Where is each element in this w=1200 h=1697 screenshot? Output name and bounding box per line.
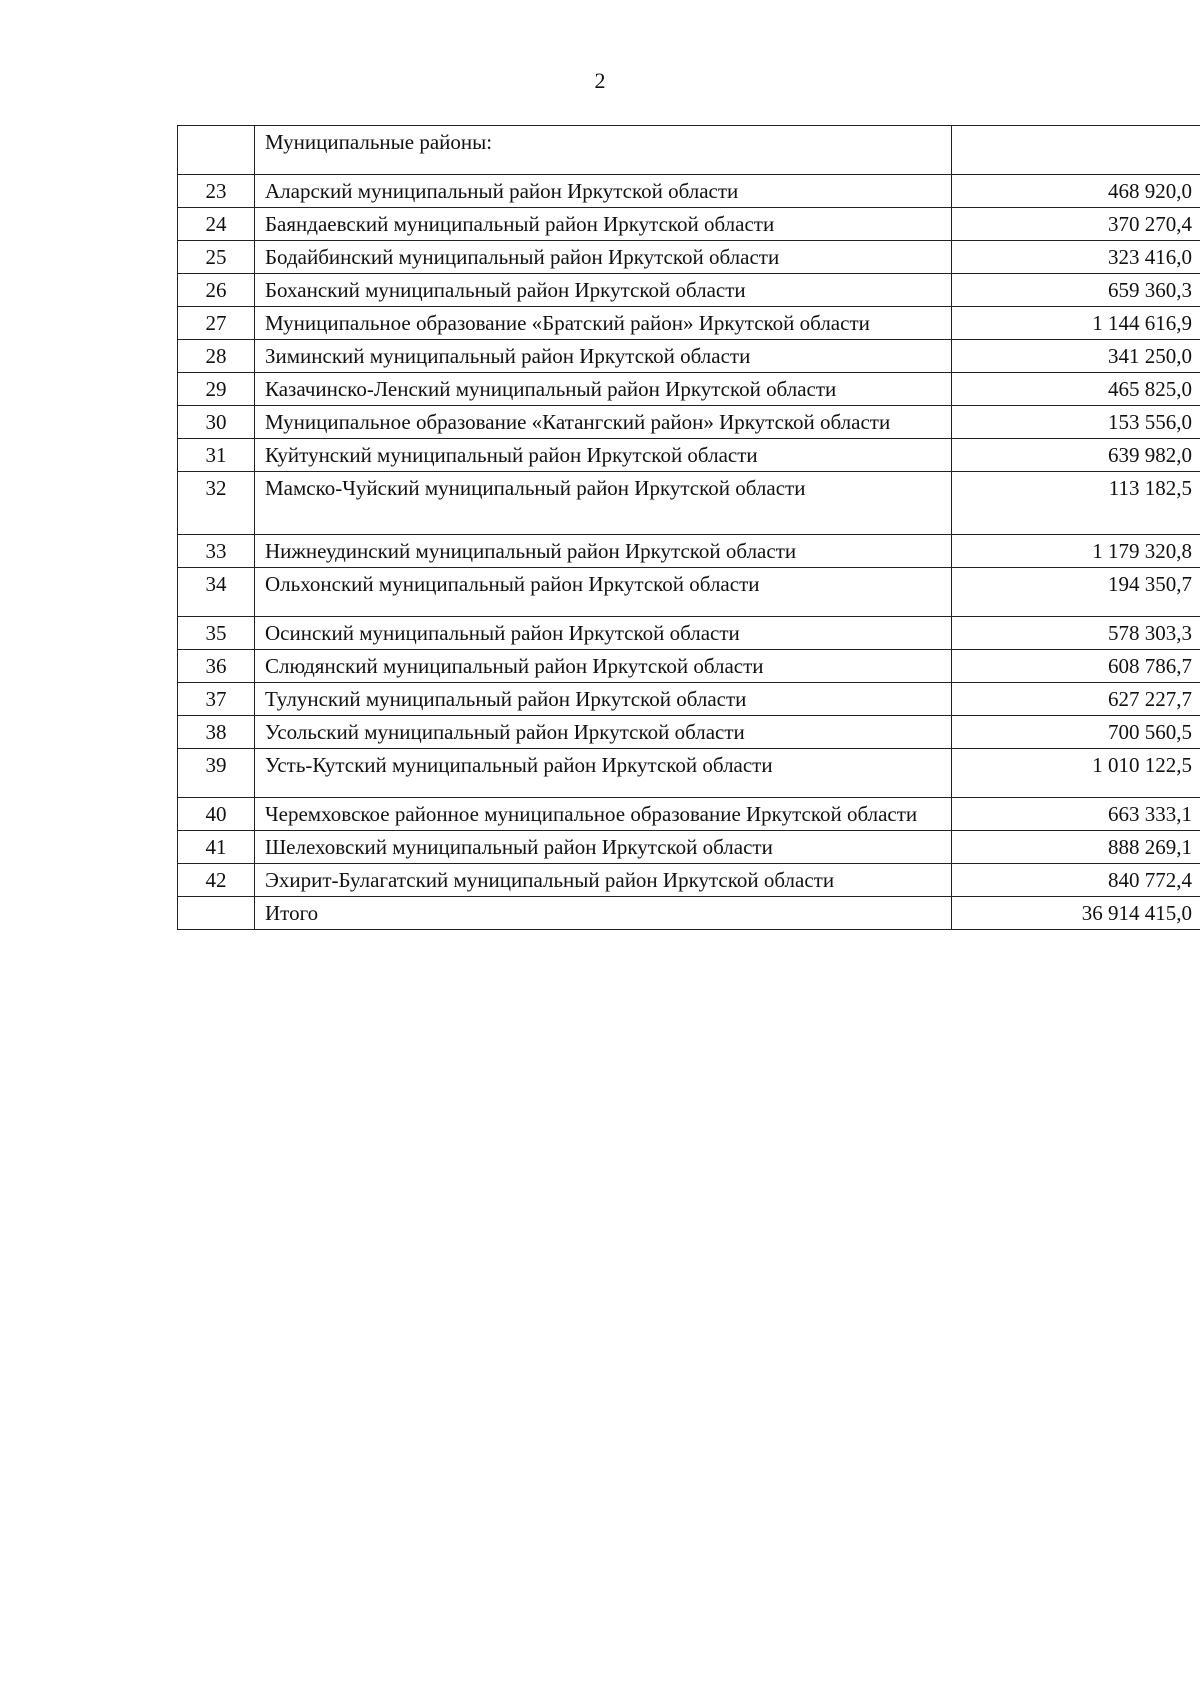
row-number: 37: [178, 683, 255, 716]
district-name: Баяндаевский муниципальный район Иркутской области: [255, 208, 952, 241]
district-name: Слюдянский муниципальный район Иркутской области: [255, 650, 952, 683]
table-row: [178, 798, 1200, 831]
amount-value: 888 269,1: [952, 831, 1200, 864]
row-number: 34: [178, 568, 255, 617]
table-row: [178, 472, 1200, 535]
district-name: Куйтунский муниципальный район Иркутской области: [255, 439, 952, 472]
row-number: 38: [178, 716, 255, 749]
district-name: Эхирит-Булагатский муниципальный район Иркутской области: [255, 864, 952, 897]
table-row: [178, 650, 1200, 683]
section-header: Муниципальные районы:: [255, 126, 952, 175]
amount-value: 608 786,7: [952, 650, 1200, 683]
table-row: [178, 683, 1200, 716]
amount-value: 465 825,0: [952, 373, 1200, 406]
row-number: 26: [178, 274, 255, 307]
row-number: 42: [178, 864, 255, 897]
table-row: [178, 716, 1200, 749]
district-name: Казачинско-Ленский муниципальный район Иркутской области: [255, 373, 952, 406]
amount-value: 153 556,0: [952, 406, 1200, 439]
amount-value: 323 416,0: [952, 241, 1200, 274]
district-name: Тулунский муниципальный район Иркутской области: [255, 683, 952, 716]
amount-value: 370 270,4: [952, 208, 1200, 241]
amount-value: 663 333,1: [952, 798, 1200, 831]
row-number: 30: [178, 406, 255, 439]
table-row: [178, 373, 1200, 406]
district-name: Черемховское районное муниципальное образование Иркутской области: [255, 798, 952, 831]
row-number: 28: [178, 340, 255, 373]
row-number: 40: [178, 798, 255, 831]
amount-value: 627 227,7: [952, 683, 1200, 716]
table-row: [178, 208, 1200, 241]
district-name: Муниципальное образование «Катангский район» Иркутской области: [255, 406, 952, 439]
row-number: 39: [178, 749, 255, 798]
district-name: Нижнеудинский муниципальный район Иркутской области: [255, 535, 952, 568]
amount-value: 1 144 616,9: [952, 307, 1200, 340]
table-row: [178, 568, 1200, 617]
amount-value: 639 982,0: [952, 439, 1200, 472]
district-name: Боханский муниципальный район Иркутской области: [255, 274, 952, 307]
total-label: Итого: [255, 897, 952, 930]
district-name: Ольхонский муниципальный район Иркутской области: [255, 568, 952, 617]
allocation-table: [177, 125, 1200, 930]
amount-value: 468 920,0: [952, 175, 1200, 208]
amount-value: 341 250,0: [952, 340, 1200, 373]
amount-value: 578 303,3: [952, 617, 1200, 650]
total-row: [178, 897, 1200, 930]
district-name: Осинский муниципальный район Иркутской области: [255, 617, 952, 650]
table-row: [178, 274, 1200, 307]
row-number: 35: [178, 617, 255, 650]
row-number-cell: [178, 126, 255, 175]
amount-value: 840 772,4: [952, 864, 1200, 897]
amount-value: 659 360,3: [952, 274, 1200, 307]
row-number: 25: [178, 241, 255, 274]
table-row: [178, 535, 1200, 568]
value-cell: [952, 126, 1200, 175]
row-number: 29: [178, 373, 255, 406]
district-name: Шелеховский муниципальный район Иркутской области: [255, 831, 952, 864]
table-row: [178, 439, 1200, 472]
section-header-row: [178, 126, 1200, 175]
row-number: 41: [178, 831, 255, 864]
table-row: [178, 307, 1200, 340]
district-name: Аларский муниципальный район Иркутской области: [255, 175, 952, 208]
amount-value: 700 560,5: [952, 716, 1200, 749]
table-row: [178, 241, 1200, 274]
table-row: [178, 340, 1200, 373]
row-number: 31: [178, 439, 255, 472]
district-name: Мамско-Чуйский муниципальный район Иркутской области: [255, 472, 952, 535]
district-name: Зиминский муниципальный район Иркутской области: [255, 340, 952, 373]
amount-value: 1 010 122,5: [952, 749, 1200, 798]
table-row: [178, 175, 1200, 208]
row-number: 23: [178, 175, 255, 208]
page-number: 2: [594, 68, 606, 93]
district-name: Усть-Кутский муниципальный район Иркутской области: [255, 749, 952, 798]
district-name: Бодайбинский муниципальный район Иркутской области: [255, 241, 952, 274]
row-number-cell: [178, 897, 255, 930]
total-value: 36 914 415,0: [952, 897, 1200, 930]
table-row: [178, 406, 1200, 439]
table-row: [178, 617, 1200, 650]
row-number: 36: [178, 650, 255, 683]
table-row: [178, 864, 1200, 897]
row-number: 24: [178, 208, 255, 241]
district-name: Муниципальное образование «Братский район» Иркутской области: [255, 307, 952, 340]
amount-value: 1 179 320,8: [952, 535, 1200, 568]
amount-value: 113 182,5: [952, 472, 1200, 535]
table-row: [178, 831, 1200, 864]
district-name: Усольский муниципальный район Иркутской области: [255, 716, 952, 749]
table-row: [178, 749, 1200, 798]
row-number: 33: [178, 535, 255, 568]
row-number: 32: [178, 472, 255, 535]
row-number: 27: [178, 307, 255, 340]
amount-value: 194 350,7: [952, 568, 1200, 617]
